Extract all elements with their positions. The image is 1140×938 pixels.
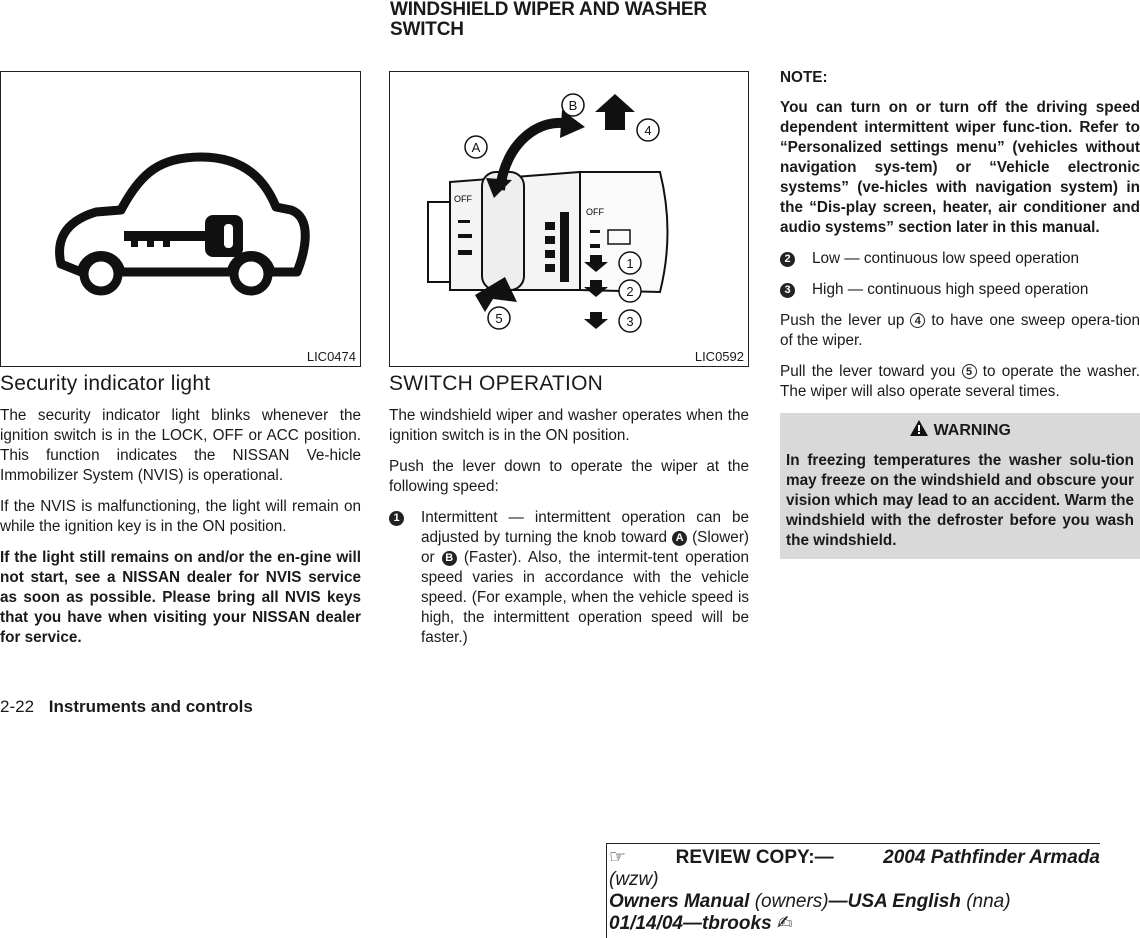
off-label-left: OFF xyxy=(454,194,472,204)
callout-5: 5 xyxy=(495,311,503,326)
section-title xyxy=(390,0,790,40)
paragraph-bold: If the light still remains on and/or the en-gine will not start, see a NISSAN dealer for NVIS service as soon as possible. Please bring all NVIS keys that you have when visiting your NISSAN dealer for service. xyxy=(0,549,361,646)
para-text: Push the lever up xyxy=(780,312,905,329)
right-column xyxy=(780,68,1140,559)
callout-3: 3 xyxy=(626,314,634,329)
review-text: (nna) xyxy=(966,891,1011,912)
list-item-text xyxy=(421,508,749,648)
left-column xyxy=(0,374,361,659)
wiper-switch-illustration xyxy=(390,72,748,366)
review-text: Owners Manual xyxy=(609,891,750,912)
list-item-text: Low — continuous low speed operation xyxy=(812,250,1080,267)
number-badge: 5 xyxy=(962,364,977,379)
number-badge: 3 xyxy=(780,283,795,298)
warning-triangle-icon xyxy=(909,419,929,437)
callout-a: A xyxy=(471,140,481,155)
list-item-text: High — continuous high speed operation xyxy=(812,281,1089,298)
figure-code: LIC0474 xyxy=(306,349,356,364)
review-text: (owners) xyxy=(754,891,829,912)
para-text: to operate the washer. The wiper will also operate several times. xyxy=(780,363,1140,400)
review-label: REVIEW COPY:— xyxy=(675,847,834,868)
pointing-hand-icon: ☞ xyxy=(609,847,627,868)
callout-1: 1 xyxy=(626,256,634,271)
section-title-line2: SWITCH xyxy=(390,19,464,40)
warning-title-text: WARNING xyxy=(933,422,1011,439)
list-item xyxy=(780,249,1140,269)
paragraph: Push the lever down to operate the wiper at the following speed: xyxy=(389,458,749,495)
paragraph: The security indicator light blinks whenever the ignition switch is in the LOCK, OFF or ACC position. This function indicates the NISSAN Ve-hicle Immobilizer System (NVIS) is operational. xyxy=(0,407,361,484)
review-line2: (wzw) xyxy=(609,869,659,890)
page-footer xyxy=(0,697,253,717)
warning-box xyxy=(780,413,1140,559)
page-number: 2-22 xyxy=(0,697,35,716)
figure-security-indicator xyxy=(0,71,361,367)
letter-badge: A xyxy=(672,531,687,546)
review-model: 2004 Pathfinder Armada xyxy=(883,847,1100,868)
review-line3 xyxy=(609,891,1100,913)
para-text: to have one sweep opera-tion of the wiper. xyxy=(780,312,1140,349)
note-text: You can turn on or turn off the driving speed dependent intermittent wiper func-tion. Refer to “Personalized settings menu” (vehicles without navigation sys-tem) or “Vehicle electronic systems” (ve-hicles with navigation system) in the “Dis-play screen, heater, air conditioner and audio systems” section later in this manual. xyxy=(780,99,1140,236)
review-text: —USA English xyxy=(828,891,961,912)
writing-hand-icon: ✍ xyxy=(776,913,793,934)
number-badge: 1 xyxy=(389,511,404,526)
figure-wiper-switch xyxy=(389,71,749,367)
warning-title xyxy=(786,419,1134,441)
number-badge: 4 xyxy=(910,313,925,328)
item-text: (Faster). Also, the intermit-tent operation speed varies in accordance with the vehicle speed. (For example, when the vehicle speed is high, the intermittent operation speed will be faster.) xyxy=(421,549,750,646)
review-line4 xyxy=(609,913,1100,935)
callout-b: B xyxy=(568,98,578,113)
number-badge: 2 xyxy=(780,252,795,267)
letter-badge: B xyxy=(442,551,457,566)
heading-switch-operation: SWITCH OPERATION xyxy=(389,372,603,395)
figure-code: LIC0592 xyxy=(694,349,744,364)
note-label: NOTE: xyxy=(780,69,828,86)
review-date: 01/14/04—tbrooks xyxy=(609,913,772,934)
item-text: (Slower) or xyxy=(421,529,750,566)
off-label-right: OFF xyxy=(586,207,604,217)
item-text: Intermittent — intermittent operation can be adjusted by turning the knob toward xyxy=(421,509,749,546)
list-item xyxy=(780,280,1140,300)
para-text: Pull the lever toward you xyxy=(780,363,956,380)
paragraph: The windshield wiper and washer operates when the ignition switch is in the ON position. xyxy=(389,407,749,444)
car-key-illustration xyxy=(1,72,360,366)
paragraph xyxy=(780,362,1140,402)
list-item xyxy=(389,508,749,648)
review-line1 xyxy=(609,847,1100,869)
warning-text: In freezing temperatures the washer solu-tion may freeze on the windshield and obscure your vision which may lead to an accident. Warm the windshield with the defroster before you wash the windshield. xyxy=(786,452,1134,549)
middle-column xyxy=(389,374,749,659)
callout-4: 4 xyxy=(644,123,652,138)
section-title-line1: WINDSHIELD WIPER AND WASHER xyxy=(390,0,707,20)
callout-2: 2 xyxy=(626,284,634,299)
paragraph: If the NVIS is malfunctioning, the light will remain on while the ignition key is in the ON position. xyxy=(0,498,361,535)
paragraph xyxy=(780,311,1140,351)
review-stamp xyxy=(606,843,1100,938)
footer-section: Instruments and controls xyxy=(48,697,253,716)
heading-security-indicator: Security indicator light xyxy=(0,372,211,395)
